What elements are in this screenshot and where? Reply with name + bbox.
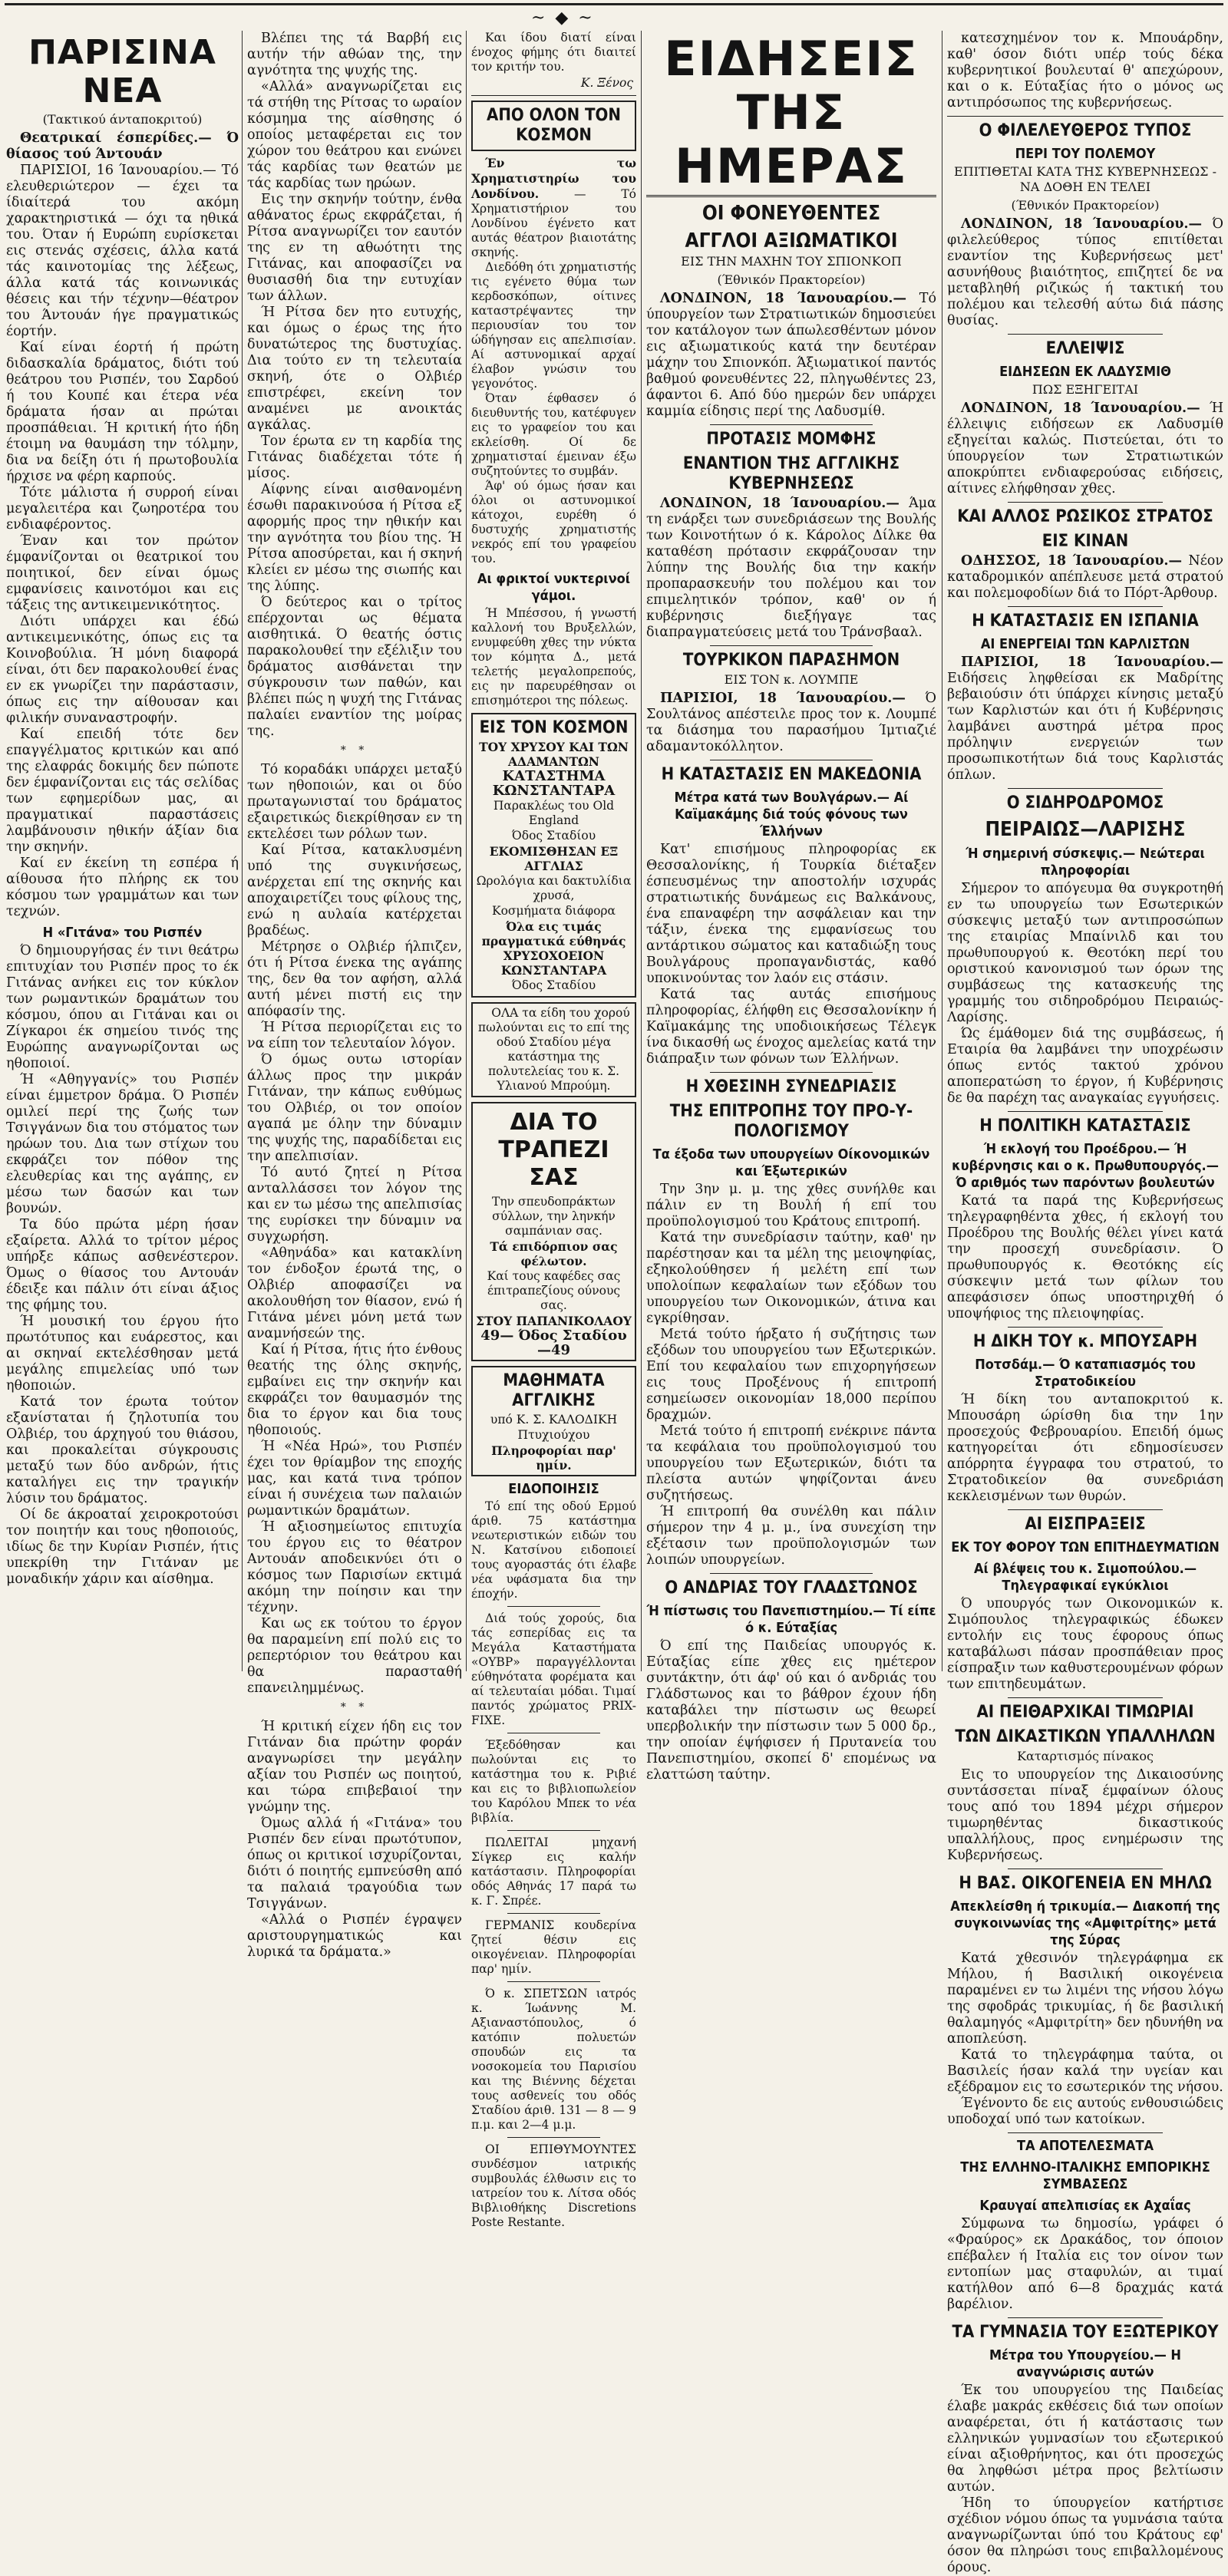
headline: ΕΙΣ ΚΙΝΑΝ <box>1041 532 1129 551</box>
divider <box>1008 502 1163 503</box>
dateline: ΛΟΝΔΙΝΟΝ, 18 Ίανουαρίου.— <box>660 291 906 306</box>
paragraph <box>947 216 1223 329</box>
subheading: Ή πίστωσις του Πανεπιστημίου.— Τί είπε ό κ. Εύταξίας <box>646 1603 936 1636</box>
column-3 <box>471 31 636 2229</box>
headline: Η ΠΟΛΙΤΙΚΗ ΚΑΤΑΣΤΑΣΙΣ <box>979 1116 1191 1136</box>
headline: ΠΡΟΤΑΣΙΣ ΜΟΜΦΗΣ <box>706 430 876 449</box>
dateline: ΛΟΝΔΙΝΟΝ, 18 Ίανουαρίου.— <box>660 496 900 511</box>
headline: Ο ΣΙΔΗΡΟΔΡΟΜΟΣ <box>1006 793 1164 813</box>
ad-line: ΚΑΤΑΣΤΗΜΑ ΚΩΝΣΤΑΝΤΑΡΑ <box>492 768 616 799</box>
ad-line: Πτυχιούχου <box>517 1428 590 1442</box>
paragraph <box>646 291 936 420</box>
ad-text: Διά τούς χορούς, δια τάς εσπερίδας εις τα Μεγάλα Καταστήματα «ΟΥΒΡ» παραγγέλλονται εύθηνότατα φορέματα και αί τελευταίαι μόδαι. Τιμαί παντός χρώματος PRIX-FIXE. <box>471 1611 636 1727</box>
paragraph: Κατά τον έρωτα τούτον εξανίσταται ή ζηλοτυπία του Ολβιέρ, του άρχηγού του θιάσου, και προκαλείται σύγκρουσις μεταξύ των δύο ανδρών, ήτις καταλήγει εις την τραγικήν λύσιν του δράματος. <box>6 1394 239 1506</box>
paragraph: Ό υπουργός των Οικονομικών κ. Σιμόπουλος τηλεγραφικώς έδωκεν εντολήν εις τους έφορους όπως καταβάλωσι πάσαν προσπάθειαν προς είσπραξιν των καθυστερουμένων φόρων των επιτηδευμάτων. <box>947 1596 1223 1692</box>
headline: ΠΕΡΙ ΤΟΥ ΠΟΛΕΜΟΥ <box>1015 146 1156 162</box>
subheading: Μέτρα του Υπουργείου.— Η αναγνώρισις αυτών <box>989 2347 1181 2380</box>
headline: ΑΙ ΕΝΕΡΓΕΙΑΙ ΤΩΝ ΚΑΡΛΙΣΤΩΝ <box>980 636 1190 652</box>
headline: Η ΧΘΕΣΙΝΗ ΣΥΝΕΔΡΙΑΣΙΣ <box>685 1077 897 1097</box>
column-5 <box>947 31 1223 2575</box>
headline: ΕΙΔΗΣΕΩΝ ΕΚ ΛΑΔΥΣΜΙΘ <box>999 364 1171 380</box>
paragraph: Τα δύο πρώτα μέρη ήσαν εξαίρετα. Αλλά το τρίτον μέρος υπήρξε κάπως ασθενέστερον. Όμως ο θίασος του Αντουάν έδειξε και πάλιν ότι είναι άξιος της φήμης του. <box>6 1217 239 1313</box>
headline: ΑΙ ΕΙΣΠΡΑΞΕΙΣ <box>1025 1515 1146 1534</box>
paragraph: Ό δεύτερος και ο τρίτος επέρχονται ως θέματα αισθητικά. Ό θεατής όστις παρακολουθεί την εξέλιξιν του δράματος αισθάνεται την σύγκρουσιν των παθών, και βλέπει πώς η ψυχή της Γιτάνας παλαίει εναντίον της μοίρας της. <box>247 595 462 739</box>
ad-line: ΕΚΟΜΙΣΘΗΣΑΝ ΕΞ ΑΓΓΛΙΑΣ <box>489 844 619 873</box>
news-agency: (Έθνικόν Πρακτορείον) <box>717 272 866 287</box>
divider <box>507 2137 599 2138</box>
paragraph: Βλέπει της τά Βαρβή εις αυτήν τήν αθώαν της, την αγνότητα της ψυχής της. <box>247 31 462 78</box>
headline-subtitle: ΕΙΣ ΤΟΝ κ. ΛΟΥΜΠΕ <box>724 672 859 687</box>
column-divider <box>466 31 467 1671</box>
paragraph: Όταν έφθασεν ό διευθυντής του, κατέφυγεν εις το γραφείον του και εκλείσθη. Οί δε χρηματισταί έμειναν έξω συζητούντες το συμβάν. <box>471 391 636 478</box>
paragraph: Ή «Αθηγγανίς» του Ρισπέν είναι έμμετρον δράμα. Ό Ρισπέν ομιλεί περί της ζωής των Τσιγγάνων δια του στόματος των ηρώων του. Δια των στίχων του εκφράζει τον πόθον της ελευθερίας και της αγάπης, εν μέσω των δασών και των βουνών. <box>6 1072 239 1216</box>
paragraph: Όμως αλλά ή «Γιτάνα» του Ρισπέν δεν είναι πρωτότυπον, όπως οι κριτικοί ισχυρίζονται, διότι ό ποιητής εμπνεύσθη από τα παλαιά τραγούδια των Τσιγγάνων. <box>247 1816 462 1911</box>
dateline: ΛΟΝΔΙΝΟΝ, 18 Ίανουαρίου.— <box>961 216 1203 232</box>
paragraph-text: Τό ύπουργείον των Στρατιωτικών δημοσιεύει τον κατάλογον των άπωλεσθέντων μόνον εις αξιωματικούς κατά την δευτέραν μάχην του Σπιονκόπ. Άξιωματικοί παντός βαθμού φονευθέντες 22, πληγωθέντες 23, άφαντοι 6. Από δύο ημερών δεν υπάρχει καμμία είδησις περί της Λαδυσμίθ. <box>646 291 936 419</box>
ad-text: Έξεδόθησαν και πωλούνται εις το κατάστημα του κ. Ριβιέ και εις το βιβλιοπωλείον του Καρόλου Μπεκ το νέα βιβλία. <box>471 1738 636 1825</box>
paragraph <box>646 496 936 641</box>
headline: ΕΝΑΝΤΙΟΝ ΤΗΣ ΑΓΓΛΙΚΗΣ ΚΥΒΕΡΝΗΣΕΩΣ <box>682 454 900 493</box>
headline: ΑΓΓΛΟΙ ΑΞΙΩΜΑΤΙΚΟΙ <box>685 229 898 252</box>
paragraph: Κατά χθεσινόν τηλεγράφημα εκ Μήλου, ή Βασιλική οικογένεια παραμένει εν τω λιμένι της νήσου λόγω της σφοδράς τρικυμίας, ή δε βασιλική θαλαμηγός «Αμφιτρίτη» δεν ηδυνήθη να αποπλεύση. <box>947 1951 1223 2047</box>
ad-headline: ΕΙΔΟΠΟΙΗΣΙΣ <box>508 1481 599 1497</box>
ad-line: Πληροφορίαι παρ' ημίν. <box>491 1443 616 1473</box>
paragraph: Την 3ην μ. μ. της χθες συνήλθε και πάλιν εν τη Βουλή ή επί του προϋπολογισμού του Κράτους επιτροπή. <box>646 1182 936 1229</box>
section-banner: ΕΙΔΗΣΕΙΣ ΤΗΣ ΗΜΕΡΑΣ <box>646 32 936 197</box>
paragraph: Ό δημιουργήσας έν τινι θεάτρω επιτυχίαν του Ρισπέν προς το έκ Γιτάνας ανήκει εις τον κύκλον των ρωμαντικών δραμάτων του κόσμου, όπου αι Γιτάναι και οι Ζίγκαροι έκ σημείου τινός της Ευρώπης αναγνωρίζονται ως ηθοποιοί. <box>6 943 239 1071</box>
divider <box>1008 334 1163 335</box>
column-1 <box>6 31 239 1671</box>
column-2 <box>247 31 462 1960</box>
headline: ΤΩΝ ΔΙΚΑΣΤΙΚΩΝ ΥΠΑΛΛΗΛΩΝ <box>955 1727 1216 1746</box>
ad-line: Όδος Σταδίου <box>511 978 596 992</box>
advertisement <box>471 1366 636 1476</box>
subheading: Ποτσδάμ.— Ό καταπιασμός του Στρατοδικείου <box>975 1357 1196 1390</box>
news-agency: (Έθνικόν Πρακτορείον) <box>1011 198 1160 213</box>
paragraph: Διεδόθη ότι χρηματιστής τις εγένετο θύμα των κερδοσκόπων, οίτινες καταστρέψαντες την περιουσίαν του τον ώδήγησαν εις απελπισίαν. Αί αστυνομικαί αρχαί έλαβον γνώσιν του γεγονότος. <box>471 260 636 391</box>
masthead-ornament: ~ ◆ ~ <box>530 8 595 28</box>
ad-line: Κοσμήματα διάφορα <box>491 904 616 918</box>
headline: ΕΛΛΕΙΨΙΣ <box>1045 339 1125 358</box>
paragraph: Άφ' ού όμως ήσαν και όλοι οι αστυνομικοί κάτοχοι, ευρέθη ό δυστυχής χρηματιστής νεκρός επί του γραφείου του. <box>471 479 636 566</box>
divider <box>1008 1509 1163 1510</box>
headline-subtitle: ΕΙΣ ΤΗΝ ΜΑΧΗΝ ΤΟΥ ΣΠΙΟΝΚΟΠ <box>681 254 902 269</box>
ad-line: Καί τους καφέδες σας έπιτραπεζίους ούνους σας. <box>487 1269 621 1312</box>
paragraph: Έκ του υπουργείου της Παιδείας έλαβε μακράς εκθέσεις διά των οποίων αναφέρεται, ότι ή κατάστασις των ελληνικών γυμνασίων του εξωτερικού είναι αξιοθρήνητος, και ότι προσεχώς θα ληφθώσι μέτρα προς βελτίωσιν αυτών. <box>947 2383 1223 2495</box>
divider <box>1008 1327 1163 1328</box>
paragraph <box>6 163 239 340</box>
section-title: ΠΑΡΙΣΙΝΑ ΝΕΑ <box>28 33 216 110</box>
paragraph: Καί είναι έορτή ή πρώτη διδασκαλία δράματος, διότι τού θεάτρου του Ρισπέν, του Σαρδού ή του Κουπέ και έτερα νέα δράματα ήσαν αι πρώται προσπάθειαι. Ή κριτική ήτο ήδη έτοιμη να θαυμάση την τόλμην, δια να δείξη ότι ή πρωτοβουλία ήρχισε να φέρη καρπούς. <box>6 340 239 484</box>
dateline: ΟΔΗΣΣΟΣ, 18 Ίανουαρίου.— <box>961 553 1183 569</box>
headline: Η ΚΑΤΑΣΤΑΣΙΣ ΕΝ ΜΑΚΕΔΟΝΙΑ <box>661 765 922 784</box>
subheading: Μέτρα κατά των Βουλγάρων.— Αί Καϊμακάμης διά τούς φόνους των Έλλήνων <box>674 790 909 839</box>
paragraph: Ή κριτική είχεν ήδη εις τον Γιτάναν δια πρώτην φοράν αναγνωρίσει την μεγάλην αξίαν του Ρισπέν ως ποιητού, και τώρα επιβεβαιοί την γνώμην της. <box>247 1719 462 1815</box>
ad-headline: ΕΙΣ ΤΟΝ ΚΟΣΜΟΝ <box>479 718 629 737</box>
advertisement <box>471 1102 636 1361</box>
divider <box>1008 2317 1163 2318</box>
paragraph: Έναν και τον πρώτον έμφανίζονται οι θεατρικοί του ποιητικοί, δεν είναι όμως εμφανίσεις καινοτόμοι και εις τάξεις της αντικειμενικότητος. <box>6 533 239 613</box>
divider <box>507 1830 599 1831</box>
paragraph: «Αλλά» αναγνωρίζεται εις τά στήθη της Ρίτσας το ωραίον κόσμημα της αίσθησης ό οποίος μεταφέρεται εις τον χώρον του θεάτρου και ενώνει τάς καρδίας των θεατών με τάς καρδίας των ηρώων. <box>247 79 462 191</box>
paragraph: Μετά τούτο ή επιτροπή ενέκρινε πάντα τα κεφάλαια του προϋπολογισμού του υπουργείου των Εξωτερικών, διότι τα πλείστα αυτών ψηφίζονται άνευ συζητήσεως. <box>646 1423 936 1503</box>
ad-headline: ΔΙΑ ΤΟ ΤΡΑΠΕΖΙ ΣΑΣ <box>498 1109 609 1191</box>
divider <box>710 1072 873 1073</box>
paragraph: Ή «Νέα Ηρώ», του Ρισπέν έχει τον θρίαμβον της εποχής μας, και κατά τινα τρόπον είναι ή συνέχεια των παλαιών ρωμαντικών δραμάτων. <box>247 1439 462 1519</box>
paragraph: Έγένοντο δε εις αυτούς ενθουσιώδεις υποδοχαί υπό των κατοίκων. <box>947 2096 1223 2127</box>
paragraph: Τότε μάλιστα ή συρροή είναι μεγαλειτέρα και ζωηροτέρα του ενδιαφέροντος. <box>6 485 239 533</box>
ad-text: ΟΛΑ τα είδη του χορού πωλούνται εις το επί της οδού Σταδίου μέγα κατάστημα της πολυτελείας του κ. Σ. Υλιανού Μπρούμη. <box>477 1006 630 1093</box>
headline: Ο ΦΙΛΕΛΕΥΘΕΡΟΣ ΤΥΠΟΣ <box>979 121 1192 140</box>
headline: ΑΙ ΠΕΙΘΑΡΧΙΚΑΙ ΤΙΜΩΡΙΑΙ <box>976 1703 1194 1722</box>
paragraph: Καί ή Ρίτσα, ήτις ήτο ένθους θεατής της όλης σκηνής, εμβαίνει εις την σκηνήν και εκφράζει τον θαυμασμόν της δια το έργον και δια τους ηθοποιούς. <box>247 1342 462 1438</box>
signature: Κ. Ξένος <box>580 76 633 90</box>
headline: Η ΚΑΤΑΣΤΑΣΙΣ ΕΝ ΙΣΠΑΝΙΑ <box>972 612 1199 631</box>
paragraph: Ή μουσική του έργου ήτο πρωτότυπος και ευάρεστος, και αι σκηναί εκτελέσθησαν μετά μεγάλης επιμελείας υπό των ηθοποιών. <box>6 1314 239 1394</box>
paragraph: Και ίδου διατί είναι ένοχος φήμης ότι διαιτεί τον κριτήν του. <box>471 31 636 74</box>
paragraph: Κατά τας αυτάς επισήμους πληροφορίας, έλήφθη εις Θεσσαλονίκην ή Καϊμακάμης της υποδιοικήσεως Τέλεγκ ίνα δικασθή ως ένοχος αμελείας κατά την διάπραξιν των φόνων των Έλλήνων. <box>646 987 936 1067</box>
paragraph: Καί εν έκείνη τη εσπέρα ή αίθουσα ήτο πλήρης εκ του κόσμου των γραμμάτων και των τεχνών. <box>6 856 239 919</box>
paragraph <box>947 401 1223 497</box>
ad-text: Ό κ. ΣΠΕΤΣΩΝ ιατρός κ. Ίωάννης Μ. Αξιαναστόπουλος, ό κατόπιν πολυετών σπουδών εις τα νοσοκομεία του Παρισίου και της Βιέννης δέχεται τους ασθενείς του οδός Σταδίου άριθ. 131 — 8 — 9 π.μ. και 2—4 μ.μ. <box>471 1987 636 2132</box>
paragraph: Τό κοραδάκι υπάρχει μεταξύ των ηθοποιών, και οι δύο πρωταγωνισταί του δράματος εξαιρετικώς διεκρίθησαν εν τη εκτελέσει των ρόλων των. <box>247 762 462 842</box>
paragraph-text: Ό φιλελεύθερος τύπος επιτίθεται εναντίον της Κυβερνήσεως μετ' ασυνήθους βιαιότητος, επιζητεί δε να μεταβληθή ριζικώς ή τακτική του πολέμου και τελεσθή αύτω διά πάσης θυσίας. <box>947 216 1223 328</box>
ad-line: Παρακλέως του Old England <box>493 799 615 827</box>
paragraph: Και ως εκ τούτου το έργον θα παραμείνη επί πολύ εις το ρεπερτόριον του θεάτρου και θα παρασταθή επανειλημμένως. <box>247 1616 462 1696</box>
ad-line: ΤΟΥ ΧΡΥΣΟΥ ΚΑΙ ΤΩΝ ΑΔΑΜΑΝΤΩΝ <box>479 740 629 769</box>
paragraph: Εις το υπουργείον της Δικαιοσύνης συντάσσεται πίναξ έμφαίνων όλους τους από του 1894 μέχρι σήμερον τιμωρηθέντας δικαστικούς υπαλλήλους, προς ενημέρωσιν της Κυβερνήσεως. <box>947 1767 1223 1863</box>
paragraph: Ή Ρίτσα περιορίζεται εις το να είπη τον τελευταίον λόγον. <box>247 1020 462 1051</box>
paragraph: Καί επειδή τότε δεν επαγγέλματος κριτικών και από της ελαφράς δοκιμής δεν πώποτε δεν έμφανίζονται εις τάς σελίδας των εφημερίδων μας, αι πραγματικαί παραστάσεις λαμβάνουσιν ηθικήν άξίαν δια την σκηνήν. <box>6 727 239 855</box>
divider <box>507 1981 599 1982</box>
paragraph: Ή αξιοσημείωτος επιτυχία του έργου εις το θέατρον Αντουάν αποδεικνύει ότι ο κόσμος των Παρισίων εκτιμά ακόμη την ποίησιν και την τέχνην. <box>247 1519 462 1615</box>
paragraph-text: Άμα τη ενάρξει των συνεδριάσεων της Βουλής των Κοινοτήτων ό κ. Κάρολος Δίλκε θα καταθέση πρότασιν εκφράζουσαν την λύπην της Βουλής δια την κακήν προπαρασκευήν του πολέμου και τον επιμελητικόν τρόπον, καθ' ον ή κυβέρνησις διεξήγαγε τας διαπραγματεύσεις μετά του Τράνσβααλ. <box>646 496 936 640</box>
subheading: Ή σημερινή σύσκεψις.— Νεώτεραι πληροφορίαι <box>966 846 1205 879</box>
ad-headline: ΜΑΘΗΜΑΤΑ ΑΓΓΛΙΚΗΣ <box>503 1371 605 1410</box>
subheading: Κραυγαί απελπισίας εκ Αχαΐας <box>979 2198 1191 2214</box>
paragraph-text: — Τό Χρηματιστήριον του Λονδίνου έγένετο κατ αυτάς θέατρον βιαιοτάτης σκηνής. <box>471 187 636 259</box>
divider <box>1008 606 1163 607</box>
divider <box>710 645 873 646</box>
subheading: Απεκλείσθη ή τρικυμία.— Διακοπή της συγκοινωνίας της «Αμφιτρίτης» μετά της Σύρας <box>950 1898 1220 1948</box>
ad-line: Όλα εις τιμάς πραγματικά εύθηνάς <box>481 919 626 948</box>
section-ornament: * * <box>340 744 369 757</box>
paragraph-lead: Θεατρικαί έσπερίδες.— Ό θίασος τού Άντουάν <box>6 130 239 162</box>
headline: ΑΠΟ ΟΛΟΝ ΤΟΝ ΚΟΣΜΟΝ <box>487 106 621 145</box>
paragraph: «Αθηνάδα» και κατακλίνη τον ένδοξον έρωτά της, ο Ολβιέρ αποφασίζει να ακολουθήση τον θίασον, ενώ ή Γιτάνα μένει μόνη μετά των αναμνήσεών της. <box>247 1245 462 1341</box>
subheading: Ή εκλογή του Προέδρου.— Ή κυβέρνησις και ο κ. Πρωθυπουργός.— Ό αριθμός των παρόντων βουλευτών <box>952 1141 1219 1191</box>
paragraph-text: Ή έλλειψις ειδήσεων εκ Λαδυσμίθ εξηγείται καλώς. Πιστεύεται, ότι το ύπουργείον των Στρατιωτικών αποκρύπτει ενδιαφερούσας ειδήσεις, αίτινες ελήφθησαν χθες. <box>947 401 1223 496</box>
advertisement <box>471 1002 636 1097</box>
paragraph: Ό επί της Παιδείας υπουργός κ. Εύταξίας είπε χθες εις ημέτερον συντάκτην, ότι άφ' ού και ό ανδριάς του Γλάδστωνος και το βάθρον έχουν ήδη καταβάλει την πίστωσιν ως θεωρεί υπερβολικήν την πίστωσιν των 5 000 δρ., την οποίαν έψήφισεν ή Πρυτανεία του Πανεπιστημίου, σκοπεί δ' επομένως να ελαττώση ταύτην. <box>646 1638 936 1783</box>
ad-line: Όδος Σταδίου <box>511 829 596 843</box>
paragraph: Σύμφωνα τω δημοσίω, γράφει ό «Φραύρος» εκ Δρακάδος, τον όποιον επέβαλεν ή Ιταλία εις τον οίνον των εντοπίων μας σταφυλών, αι τιμαί κατήλθον από 6—8 δραχμάς κατά βαρέλιον. <box>947 2216 1223 2312</box>
paragraph <box>471 156 636 260</box>
ad-text: ΠΩΛΕΙΤΑΙ μηχανή Σίγκερ εις καλήν κατάστασιν. Πληροφορίαι οδός Αθηνάς 17 παρά τω κ. Γ. Σπρέε. <box>471 1836 636 1908</box>
paragraph: Καί Ρίτσα, κατακλυσμένη υπό της συγκινήσεως, ανέρχεται επί της σκηνής και αποχαιρετίζει τους φίλους της, ενώ η αυλαία κατέρχεται βραδέως. <box>247 843 462 938</box>
subheading: Αι φρικτοί νυκτερινοί γάμοι. <box>477 571 631 604</box>
headline: ΤΟΥΡΚΙΚΟΝ ΠΑΡΑΣΗΜΟΝ <box>682 651 900 670</box>
divider <box>507 1913 599 1914</box>
paragraph: Ή Μπέσσου, ή γνωστή καλλονή του Βρυξελλών, ενυμφεύθη χθες την νύκτα τον κόμητα Δ., μετά τελετής μεγαλοπρεπούς, εις ην παρευρέθησαν οι επισημότεροι της πόλεως. <box>471 606 636 707</box>
headline-subtitle: Καταρτισμός πίνακος <box>1017 1749 1154 1763</box>
divider <box>1008 1111 1163 1112</box>
column-4 <box>646 31 936 1783</box>
paragraph: Ό όμως ουτω ιστορίαν άλλως προς την μικράν Γιτάναν, την κάπως ευθύμως του Ολβιέρ, οι τον οποίον αγαπά με όλην την δύναμιν της ψυχής της, παραδίδεται εις την απελπισίαν. <box>247 1052 462 1164</box>
divider <box>710 424 873 425</box>
paragraph-lead: Έν τω Χρηματιστηρίω του Λονδίνου. <box>471 156 636 201</box>
paragraph: Ήδη το ύπουργείον κατήρτισε σχέδιον νόμου όπως τα γυμνάσια ταύτα αναγνωρίζωνται ύπό του Κράτους εφ' όσον θα πληρώσι τους επιβαλλομένους όρους. <box>947 2495 1223 2575</box>
dateline: ΠΑΡΙΣΙΟΙ, 16 Ίανουαρίου.— <box>20 163 216 178</box>
headline-subtitle: ΕΠΙΤΙΘΕΤΑΙ ΚΑΤΑ ΤΗΣ ΚΥΒΕΡΝΗΣΕΩΣ - ΝΑ ΔΟΘΗ ΕΝ ΤΕΛΕΙ <box>954 164 1216 194</box>
ad-text: ΓΕΡΜΑΝΙΣ κουδερίνα ζητεί θέσιν εις οικογένειαν. Πληροφορίαι παρ' ημίν. <box>471 1918 636 1976</box>
headline: ΟΙ ΦΟΝΕΥΘΕΝΤΕΣ <box>701 202 881 225</box>
paragraph <box>947 655 1223 783</box>
paragraph: Διότι υπάρχει και έδώ αντικειμενικότης, όπως εις τα Κοινοβούλια. Ή μόνη διαφορά είναι, ότι δεν παρακολουθεί ένας εν εκ γνωρίζει την παράστασιν, όπως εις την αίθουσαν και φιλικήν συναναστροφήν. <box>6 614 239 726</box>
masthead <box>5 6 1223 29</box>
divider <box>947 116 1223 117</box>
headline: ΕΚ ΤΟΥ ΦΟΡΟΥ ΤΩΝ ΕΠΙΤΗΔΕΥΜΑΤΙΩΝ <box>951 1539 1220 1555</box>
section-subtitle: (Τακτικού άνταποκριτού) <box>42 112 203 127</box>
divider <box>471 95 636 96</box>
divider <box>710 1573 873 1574</box>
ad-line: 49— Όδος Σταδίου —49 <box>480 1328 627 1358</box>
paragraph: Εις την σκηνήν τούτην, ένθα αθάνατος έρως εκφράζεται, ή Ρίτσα αναγνωρίζει τον εαυτόν της εν τη αθωότητι της Γιτάνας, και αποφασίζει να θυσιασθή δια την ευτυχίαν των άλλων. <box>247 192 462 304</box>
ad-line: ΣΤΟΥ ΠΑΠΑΝΙΚΟΛΑΟΥ <box>476 1314 632 1328</box>
divider <box>1008 2132 1163 2133</box>
column-divider <box>641 31 642 1671</box>
ad-text: ΟΙ ΕΠΙΘΥΜΟΥΝΤΕΣ συνδέσμον ιατρικής συμβουλάς έλθωσιν εις το ιατρείον του κ. Λίτσα οδός Βιβλιοθήκης Discretions Poste Restante. <box>471 2142 636 2229</box>
paragraph: κατεσχημένον τον κ. Μπουάρδην, καθ' όσον διότι υπέρ τούς δέκα κυβερνητικοί βουλευταί θ' απεχώρουν, και ο κ. Εύταξίας ήτο ο μόνος ως αντιπρόσωπος της κυβερνήσεως. <box>947 31 1223 110</box>
headline: ΚΑΙ ΑΛΛΟΣ ΡΩΣΙΚΟΣ ΣΤΡΑΤΟΣ <box>957 507 1213 526</box>
advertisement <box>471 713 636 998</box>
subheading: Αί βλέψεις του κ. Σιμοπούλου.— Τηλεγραφικαί εγκύκλιοι <box>973 1561 1197 1594</box>
ad-line: ΧΡΥΣΟΧΟΕΙΟΝ ΚΩΝΣΤΑΝΤΑΡΑ <box>500 948 607 978</box>
ad-text: Τό επί της οδού Ερμού άριθ. 75 κατάστημα νεωτεριστικών ειδών του Ν. Κατσίνου ειδοποιεί τους αγοραστάς ότι έλαβε νέα υφάσματα δια την έποχήν. <box>471 1499 636 1601</box>
paragraph <box>947 553 1223 602</box>
ad-line: Τά επιδόρπιον σας φέλωτον. <box>490 1239 618 1268</box>
ad-line: υπό Κ. Σ. ΚΑΛΟΔΙΚΗ <box>490 1413 618 1427</box>
paragraph <box>6 130 239 163</box>
paragraph: «Αλλά ο Ρισπέν έγραψεν αριστουργηματικώς και λυρικά τα δράματα.» <box>247 1912 462 1960</box>
paragraph: Μέτρησε ο Ολβιέρ ήλπιζεν, ότι ή Ρίτσα ένεκα της αγάπης της, δεν θα τον αφήση, αλλά αυτή μένει πιστή εις την απόφασίν της. <box>247 939 462 1019</box>
paragraph: Κατά την συνεδρίασιν ταύτην, καθ' ην παρέστησαν και τα μέλη της μειοψηφίας, εξηκολούθησεν ή μελέτη επί των υπολοίπων κεφαλαίων των εξόδων του υπουργείου των Οικονομικών, άτινα και εγκρίθησαν. <box>646 1230 936 1326</box>
dateline: ΛΟΝΔΙΝΟΝ, 18 Ίανουαρίου.— <box>961 401 1200 416</box>
headline: ΤΗΣ ΕΛΛΗΝΟ-ΙΤΑΛΙΚΗΣ ΕΜΠΟΡΙΚΗΣ ΣΥΜΒΑΣΕΩΣ <box>960 2159 1210 2192</box>
paragraph-text: Ό Σουλτάνος απέστειλε προς τον κ. Λουμπέ τα διάσημα του παρασήμου Ίμτιαζιέ αδαμαντοκόλλητον. <box>646 691 936 754</box>
paragraph: Τον έρωτα εν τη καρδία της Γιτάνας διαδέχεται τότε ή μίσος. <box>247 434 462 481</box>
ad-line: Ωρολόγια και δακτυλίδια χρυσά, <box>476 874 632 902</box>
paragraph-text: Νέον καταδρομικόν απέπλευσε μετά στρατού και πολεμοφοδίων διά το Πόρτ-Άρθουρ. <box>947 553 1223 601</box>
paragraph: Ή επιτροπή θα συνέλθη και πάλιν σήμερον την 4 μ. μ., ίνα συνεχίση την εξέτασιν των προϋπολογισμών των λοιπών υπουργείων. <box>646 1504 936 1568</box>
column-divider <box>242 31 243 1671</box>
headline: ΤΑ ΓΥΜΝΑΣΙΑ ΤΟΥ ΕΞΩΤΕΡΙΚΟΥ <box>952 2323 1219 2342</box>
dateline: ΠΑΡΙΣΙΟΙ, 18 Ίανουαρίου.— <box>961 655 1223 670</box>
section-ornament: * * <box>340 1701 369 1713</box>
headline-box <box>471 101 636 151</box>
divider <box>507 1606 599 1607</box>
headline: Η ΒΑΣ. ΟΙΚΟΓΕΝΕΙΑ ΕΝ ΜΗΛΩ <box>959 1874 1212 1893</box>
headline: ΤΗΣ ΕΠΙΤΡΟΠΗΣ ΤΟΥ ΠΡΟ-Υ-ΠΟΛΟΓΙΣΜΟΥ <box>669 1102 913 1141</box>
paragraph: Κατά τα παρά της Κυβερνήσεως τηλεγραφηθέντα χθες, ή εκλογή του Προέδρου της Βουλής θέλει γίνει κατά την προσεχή συνεδρίασιν. Ό πρωθυπουργός κ. Θεοτόκης είς σύσκεψιν μετά των φίλων του απεφάσισεν όπως υποστηριχθή ό υποψήφιος της πλειοψηφίας. <box>947 1193 1223 1321</box>
paragraph: Κατ' επισήμους πληροφορίας εκ Θεσσαλονίκης, ή Τουρκία διέταξεν έσπευσμένως την αποστολήν ισχυράς στρατιωτικής δυνάμεως εις Βαλκάνους, ένα επαναφέρη την ασφάλειαν και την τάξιν, ένεκα της εμφανίσεως του αντάρτικου σώματος και καταδιώξη τους Βουλγάρους προπαγανδιστάς, καθό υποκινούντας τον λαόν εις στάσιν. <box>646 842 936 986</box>
ad-line: Την σπευδοπράκτων σύλλων, την ληνκήν σαμπάνιαν σας. <box>492 1195 616 1238</box>
headline: ΠΕΙΡΑΙΩΣ—ΛΑΡΙΣΗΣ <box>985 818 1186 841</box>
subheading: Η «Γιτάνα» του Ρισπέν <box>42 925 203 941</box>
paragraph: Ή δίκη του ανταποκριτού κ. Μπουσάρη ώρίσθη δια την 1ην προσεχούς Φεβρουαρίου. Επειδή όμως κατηγορείται ότι εδημοσίευσεν απόρρητα έγγραφα του στρατού, το Στρατοδικείον θα συνεδριάση κεκλεισμένων των θυρών. <box>947 1392 1223 1504</box>
headline: Η ΔΙΚΗ ΤΟΥ κ. ΜΠΟΥΣΑΡΗ <box>972 1332 1198 1351</box>
paragraph: Αίφνης είναι αισθανομένη έσωθι παρακινούσα ή Ρίτσα εξ αφορμής προς την ηθικήν και την αγνότητα του βίου της. Ή Ρίτσα αποσύρεται, και ή σκηνή κλείει εν μέσω της σιωπής και της λύπης. <box>247 482 462 594</box>
paragraph-text: Ειδήσεις ληφθείσαι εκ Μαδρίτης βεβαιούσιν ότι ύπάρχει κίνησις μεταξύ των Καρλιστών και ότι ή Κυβέρνησις λαμβάνει αυστηρά μέτρα προς πρόληψιν ενεργειών των προσωπικοτήτων διά τους Καρλιστάς όπλων. <box>947 671 1223 783</box>
subheading: Τα έξοδα των υπουργείων Οίκονομικών και Έξωτερικών <box>652 1146 930 1179</box>
paragraph: Κατά το τηλεγράφημα ταύτα, οι Βασιλείς ήσαν καλά την υγείαν και εξέδραμον εις το εσωτερικόν της νήσου. <box>947 2047 1223 2095</box>
divider <box>1008 1697 1163 1698</box>
top-rule <box>5 3 1223 5</box>
paragraph: Σήμερον το απόγευμα θα συγκροτηθή εν τω υπουργείω των Εσωτερικών σύσκεψις μεταξύ των αντιπροσώπων της εταιρίας Μπαίνιλδ και του πρωθυπουργού κ. Θεοτόκη περί του οριστικού κανονισμού των όρων της συμβάσεως της κατασκευής της γραμμής του σιδηροδρόμου Πειραιώς-Λαρίσης. <box>947 881 1223 1025</box>
dateline: ΠΑΡΙΣΙΟΙ, 18 Ίανουαρίου.— <box>660 691 906 706</box>
divider <box>1008 788 1163 789</box>
paragraph: Τό αυτό ζητεί η Ρίτσα ανταλλάσσει τον λόγον της και εν τω μέσω της απελπισίας της ευρίσκει την δύναμιν να συγχωρήση. <box>247 1165 462 1245</box>
paragraph-text: Τό ελευθεριώτερον — έχει τα ίδιαίτερά του ακόμη χαρακτηριστικά — όχι τα ηθικά του. Όταν ή Ευρώπη ευρίσκεται εις στενάς σχέσεις, άλλα κατά τάς καινοτομίας της λέξεως, άλλα κατά τάς κοινωνικάς θέσεις και τήν τέχνην—θέατρον του Άντουάν ήγε πραγματικώς έορτήν. <box>6 163 239 339</box>
paragraph: Οί δε άκροαταί χειροκροτούσι τον ποιητήν και τους ηθοποιούς, ιδίως δε την Κυρίαν Ρισπέν, ήτις υπεκρίθη την Γιτάναν με μοναδικήν χάριν και αίσθημα. <box>6 1507 239 1587</box>
headline: ΤΑ ΑΠΟΤΕΛΕΣΜΑΤΑ <box>1016 2138 1154 2154</box>
paragraph: Μετά τούτο ήρξατο ή συζήτησις των εξόδων του υπουργείου των Εξωτερικών. Επί του κεφαλαίου των επιχορηγήσεων εις τους Προξένους ή επιτροπή εσημείωσεν οικονομίαν 18,000 περίπου δραχμών. <box>646 1327 936 1423</box>
paragraph <box>646 691 936 755</box>
paragraph: Ώς έμάθομεν διά της συμβάσεως, ή Εταιρία θα λαμβάνει την υποχρέωσιν όπως εντός τακτού χρόνου αποπερατώση το έργον, ή Κυβέρνησις δε θα παρέχη τας αναγκαίας εγγυήσεις. <box>947 1026 1223 1106</box>
headline: Ο ΑΝΔΡΙΑΣ ΤΟΥ ΓΛΑΔΣΤΩΝΟΣ <box>665 1578 918 1598</box>
headline-subtitle: ΠΩΣ ΕΞΗΓΕΙΤΑΙ <box>1032 382 1139 397</box>
paragraph: Ή Ρίτσα δεν ητο ευτυχής, και όμως ο έρως της ήτο δυνατώτερος της δυστυχίας. Δια τούτο εν τη τελευταία σκηνή, ότε ο Ολβιέρ επιστρέφει, εκείνη τον αναμένει με ανοικτάς αγκάλας. <box>247 305 462 433</box>
